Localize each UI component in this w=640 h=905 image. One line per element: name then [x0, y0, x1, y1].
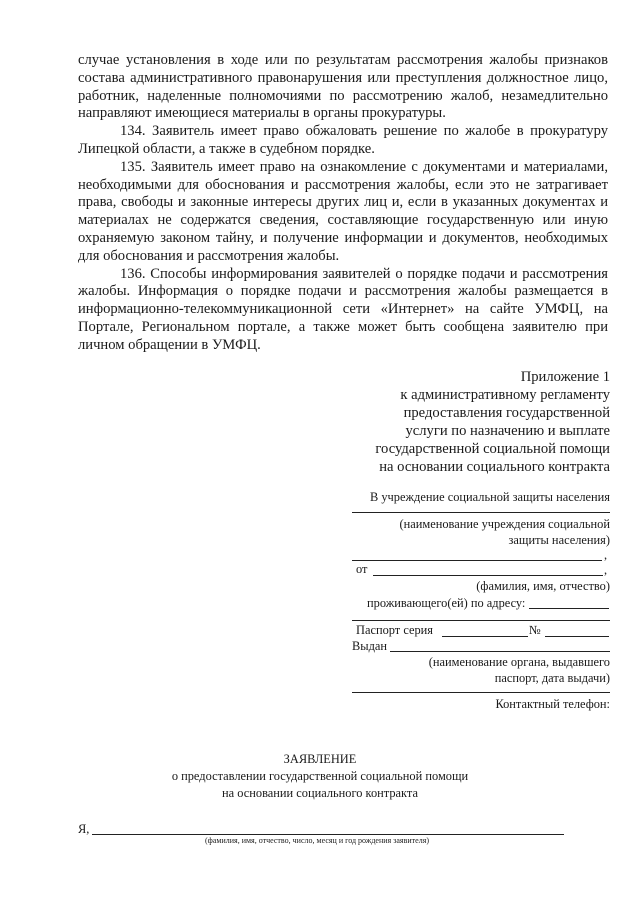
residing-label: проживающего(ей) по адресу: [367, 596, 526, 610]
passport-number-label: № [529, 623, 541, 637]
fio-hint: (фамилия, имя, отчество) [476, 579, 610, 593]
institution-field-2[interactable] [352, 560, 602, 561]
statement-subtitle: на основании социального контракта [222, 786, 418, 800]
address-field-2[interactable] [352, 620, 610, 621]
paragraph-134: 134. Заявитель имеет право обжаловать решение по жалобе в прокуратуру Липецкой области, а также в судебном порядке. [78, 123, 608, 157]
appendix-line: услуги по назначению и выплате [405, 423, 610, 439]
institution-hint: (наименование учреждения социальной [399, 517, 610, 531]
appendix-line: Приложение 1 [520, 369, 610, 385]
appendix-line: на основании социального контракта [379, 459, 610, 475]
institution-field[interactable] [352, 512, 610, 513]
issued-label: Выдан [352, 639, 388, 653]
issuer-hint: (наименование органа, выдавшего [428, 655, 610, 669]
address-field[interactable] [529, 608, 609, 609]
from-label: от [356, 562, 368, 576]
applicant-hint: (фамилия, имя, отчество, число, месяц и год рождения заявителя) [205, 836, 430, 845]
paragraph-136: 136. Способы информирования заявителей о порядке подачи и рассмотрения жалобы. Информация о порядке подачи и рассмотрения жалобы размещается в информационно-телекоммуникационной сети «Интернет» на сайте УМФЦ, на Портале, Региональном портале, а также может быть сообщена заявителю при личном обращении в УМФЦ. [78, 265, 608, 353]
issued-field-2[interactable] [352, 692, 610, 693]
appendix-line: государственной социальной помощи [375, 441, 610, 457]
phone-label: Контактный телефон: [495, 697, 610, 711]
passport-series-field[interactable] [442, 636, 528, 637]
statement-heading [0, 751, 640, 802]
i-label: Я, [78, 822, 90, 836]
appendix-line: предоставления государственной [403, 405, 610, 421]
applicant-field[interactable] [92, 834, 564, 835]
appendix-line: к административному регламенту [400, 387, 610, 403]
statement-title: ЗАЯВЛЕНИЕ [283, 752, 357, 766]
comma: , [604, 548, 608, 562]
issuer-hint: паспорт, дата выдачи) [494, 671, 610, 685]
passport-series-label: Паспорт серия [356, 623, 433, 637]
paragraph-continuation: случае установления в ходе или по результатам рассмотрения жалобы признаков состава административного правонарушения или преступления должностное лицо, работник, наделенные полномочиями по рассмотрению жалоб, незамедлительно направляют имеющиеся материалы в органы прокуратуры. [78, 52, 608, 122]
comma: , [604, 563, 608, 577]
paragraph-135: 135. Заявитель имеет право на ознакомление с документами и материалами, необходимыми для обоснования и рассмотрения жалобы, если это не затрагивает права, свободы и законные интересы других лиц и, если в указанных документах и материалах не содержатся сведения, составляющие государственную или иную охраняемую законом тайну, и получение информации и документов, необходимых для обоснования и рассмотрения жалобы. [78, 158, 608, 264]
statement-subtitle: о предоставлении государственной социальной помощи [171, 769, 469, 783]
appendix-header [350, 368, 610, 476]
regulation-text [78, 52, 608, 355]
passport-number-field[interactable] [545, 636, 609, 637]
issued-field[interactable] [390, 651, 610, 652]
to-institution-label: В учреждение социальной защиты населения [370, 490, 610, 504]
institution-hint: защиты населения) [508, 533, 610, 547]
from-field[interactable] [373, 575, 603, 576]
